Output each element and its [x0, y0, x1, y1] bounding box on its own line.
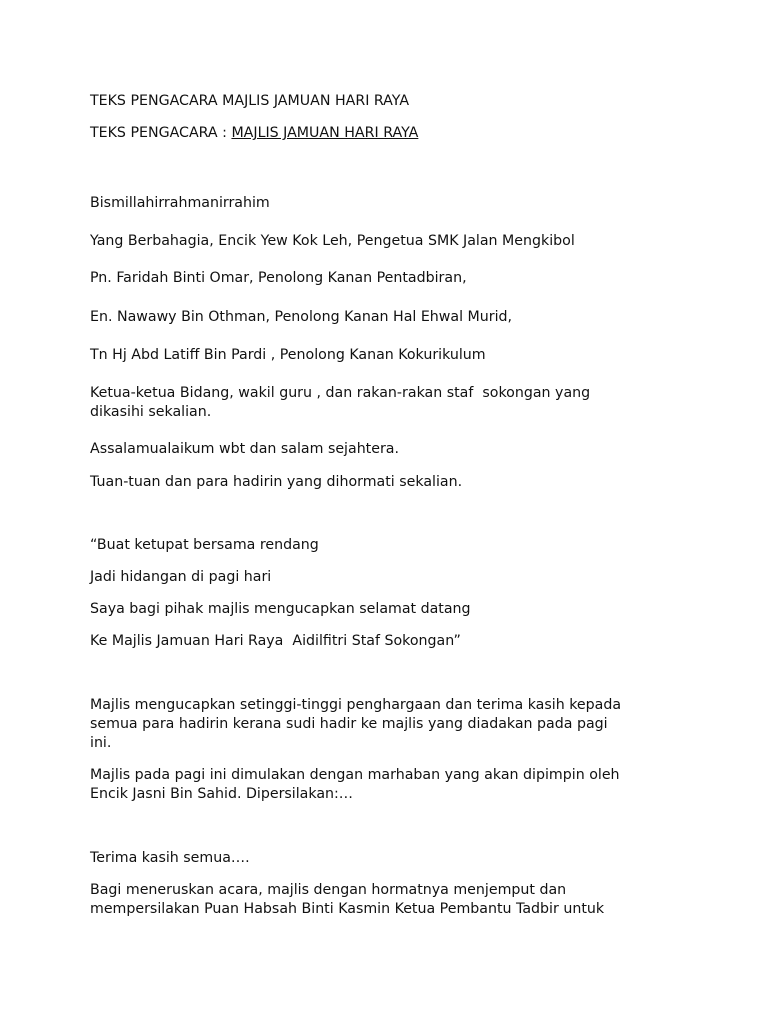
paragraph-greeting-principal: Yang Berbahagia, Encik Yew Kok Leh, Pengetua SMK Jalan Mengkibol [90, 233, 575, 249]
paragraph-appreciation: Majlis mengucapkan setinggi-tinggi penghargaan dan terima kasih kepada semua para hadirin kerana sudi hadir ke majlis yang diadakan pada pagi ini. [90, 697, 622, 751]
paragraph-marhaban: Majlis pada pagi ini dimulakan dengan marhaban yang akan dipimpin oleh Encik Jasni Bin Sahid. Dipersilakan:… [90, 767, 620, 802]
paragraph-continue: Bagi meneruskan acara, majlis dengan hormatnya menjemput dan mempersilakan Puan Habsah Binti Kasmin Ketua Pembantu Tadbir untuk [90, 882, 605, 917]
document-title: TEKS PENGACARA MAJLIS JAMUAN HARI RAYA [90, 93, 410, 109]
pantun-line-1: “Buat ketupat bersama rendang [90, 537, 319, 553]
pantun-line-2: Jadi hidangan di pagi hari [90, 569, 272, 585]
paragraph-opening: Bismillahirrahmanirrahim [90, 195, 270, 211]
paragraph-greeting-hem: En. Nawawy Bin Othman, Penolong Kanan Hal Ehwal Murid, [90, 309, 513, 325]
paragraph-greeting-admin: Pn. Faridah Binti Omar, Penolong Kanan Pentadbiran, [90, 270, 467, 286]
pantun-line-3: Saya bagi pihak majlis mengucapkan selamat datang [90, 601, 471, 617]
paragraph-salam: Assalamualaikum wbt dan salam sejahtera. [90, 441, 400, 457]
paragraph-greeting-staff: Ketua-ketua Bidang, wakil guru , dan rakan-rakan staf sokongan yang dikasihi sekalian. [90, 385, 591, 420]
heading-prefix: TEKS PENGACARA : [90, 125, 232, 141]
heading-underlined-title: MAJLIS JAMUAN HARI RAYA [231, 125, 419, 141]
paragraph-audience: Tuan-tuan dan para hadirin yang dihormati sekalian. [90, 474, 463, 490]
paragraph-thanks: Terima kasih semua…. [90, 850, 250, 866]
document-heading [90, 124, 690, 143]
paragraph-greeting-koko: Tn Hj Abd Latiff Bin Pardi , Penolong Kanan Kokurikulum [90, 347, 486, 363]
pantun-line-4: Ke Majlis Jamuan Hari Raya Aidilfitri Staf Sokongan” [90, 633, 461, 649]
